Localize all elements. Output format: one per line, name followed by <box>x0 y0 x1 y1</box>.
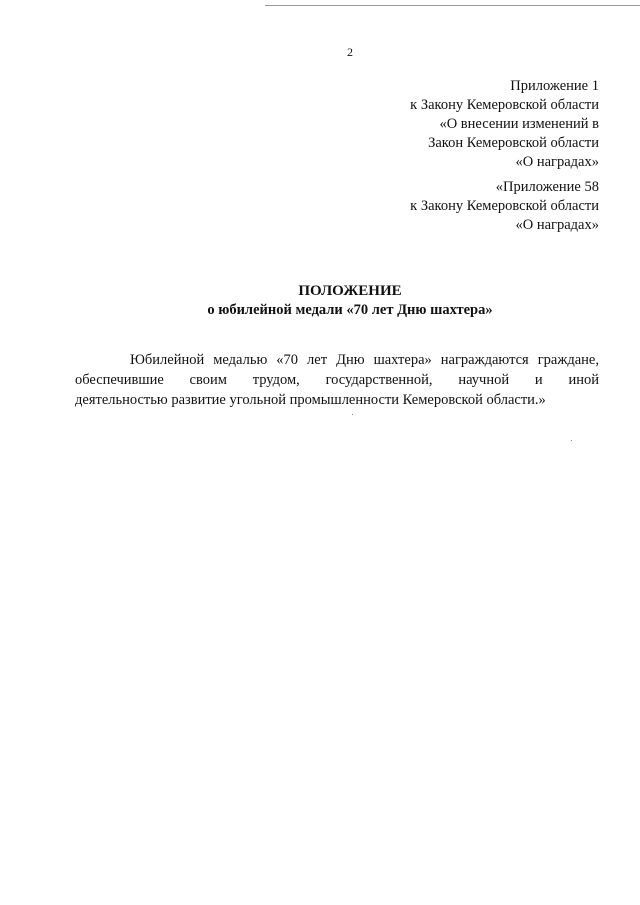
document-title: ПОЛОЖЕНИЕ <box>298 283 402 299</box>
appendix-1-header <box>279 77 599 172</box>
body-line: обеспечившие своим трудом, государственной, научной и иной <box>75 372 599 388</box>
appendix-1-line: «О внесении изменений в <box>439 116 599 132</box>
appendix-58-line: «Приложение 58 <box>495 179 599 195</box>
body-line: деятельностью развитие угольной промышленности Кемеровской области.» <box>75 392 546 408</box>
appendix-58-line: к Закону Кемеровской области <box>410 198 599 214</box>
appendix-1-line: Приложение 1 <box>510 78 599 94</box>
appendix-1-line: к Закону Кемеровской области <box>410 97 599 113</box>
appendix-58-line: «О наградах» <box>515 217 599 233</box>
document-subtitle: о юбилейной медали «70 лет Дню шахтера» <box>207 302 493 318</box>
body-paragraph <box>75 350 599 410</box>
scan-top-edge <box>265 0 640 6</box>
appendix-1-line: Закон Кемеровской области <box>428 135 599 151</box>
page-number: 2 <box>347 45 353 59</box>
scan-speck <box>571 440 572 441</box>
scan-speck <box>352 414 353 415</box>
body-line: Юбилейной медалью «70 лет Дню шахтера» награждаются граждане, <box>130 352 599 368</box>
appendix-1-line: «О наградах» <box>515 154 599 170</box>
appendix-58-header <box>279 178 599 235</box>
